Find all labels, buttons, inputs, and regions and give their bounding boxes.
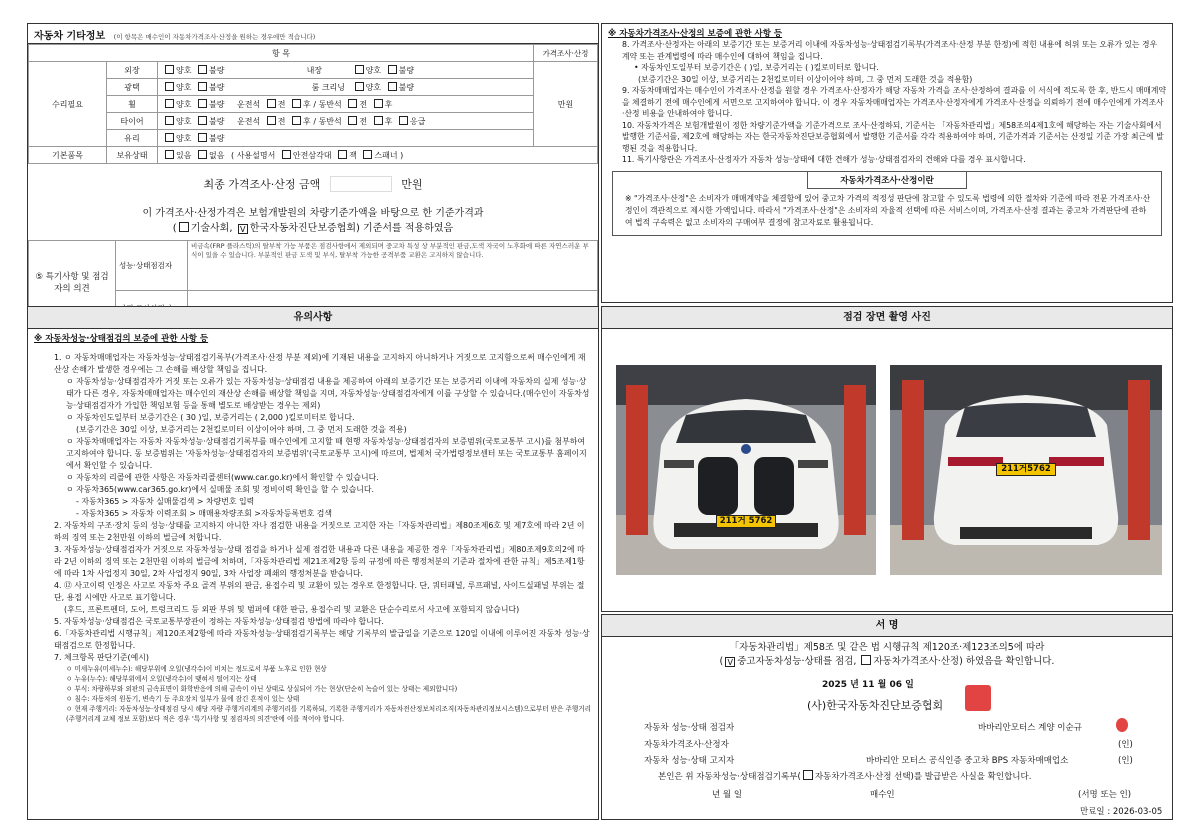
- room-good-checkbox[interactable]: [355, 82, 364, 91]
- tech-label: 기술사회,: [190, 223, 233, 234]
- final-price-row: [28, 176, 598, 192]
- sign-line2: [602, 655, 1172, 669]
- basis-line2: [28, 221, 598, 236]
- para-8: 8. 가격조사·산정자는 아래의 보증기간 또는 보증거리 이내에 자동차성능·상태점검기록부(가격조사·산정 부분 한정)에 적힌 내용에 허위 또는 오류가 있는 경우 계약 또는 관계법령에 따라 매수인에 대하여 책임을 집니다.: [622, 40, 1158, 61]
- opt-label: 양호: [176, 82, 192, 92]
- passenger-label: / 동반석: [313, 99, 342, 109]
- front-car-photo: [616, 365, 876, 575]
- confirm-text: 본인은 위 자동차성능·상태점검기록부(: [658, 772, 801, 782]
- rear-label: 후: [303, 99, 311, 109]
- tire-good-checkbox[interactable]: [165, 116, 174, 125]
- section-note: (이 항목은 매수인이 자동차가격조사·산정을 원하는 경우에만 적습니다): [113, 33, 316, 41]
- criteria-item: ㅇ 미세누유(미세누수): 해당부위에 오일(냉각수)이 비치는 정도로서 부품 노후로 인한 현상: [66, 665, 327, 673]
- tire-pass-front-checkbox[interactable]: [348, 116, 357, 125]
- room-clean-label: 룸 크리닝: [311, 82, 346, 92]
- repair-label: 수리필요: [29, 62, 107, 147]
- exterior-label: 외장: [107, 62, 158, 79]
- opt-label: 양호: [176, 99, 192, 109]
- gloss-label: 광택: [107, 79, 158, 96]
- exterior-row: [158, 62, 534, 79]
- perf-inspector-label: 성능·상태점검자: [116, 241, 188, 291]
- none-checkbox[interactable]: [198, 150, 207, 159]
- notice-header: 유의사항: [28, 307, 598, 329]
- front-label: 전: [359, 99, 368, 109]
- basis-line1: 이 가격조사·산정가격은 보험개발원의 차량기준가액을 바탕으로 한 기준가격과: [142, 208, 484, 219]
- notice-heading: ※ 자동차성능·상태점검의 보증에 관한 사항 등: [34, 334, 209, 344]
- passenger-label: / 동반석: [313, 116, 342, 126]
- notice-list: [34, 352, 592, 724]
- notice-item: ㅇ 자동차매매업자는 자동차 자동차성능·상태점검기록부를 매수인에게 고지할 때 현행 자동차성능·상태점검자의 보증범위(국토교통부 고시)를 첨부하여 고지하여야 합니다. 동 보증범위는 '자동차성능·상태점검자의 보증범위'(국토교통부 고시)에 따르며, 법제처 국가법령정보센터 또는 국토교통부 홈페이지에서 확인할 수 있습니다.: [66, 437, 587, 470]
- kaai-label: 한국자동차진단보증협회) 기준서를 적용하였음: [249, 223, 454, 234]
- opt-label: 양호: [176, 133, 192, 143]
- rear-car-photo: [890, 365, 1162, 575]
- glass-good-checkbox[interactable]: [165, 133, 174, 142]
- gloss-bad-checkbox[interactable]: [198, 82, 207, 91]
- notice-item: 7. 체크항목 판단기준(예시): [54, 653, 149, 662]
- section-title-row: [28, 24, 598, 44]
- emergency-label: 응급: [409, 116, 426, 126]
- opt-label: 있음: [176, 150, 192, 160]
- confirm-text: 자동차가격조사·산정 선택)를 발급받은 사실을 확인합니다.: [814, 772, 1032, 782]
- interior-label: 내장: [306, 65, 323, 75]
- sign-header: 서 명: [602, 615, 1172, 637]
- wheel-driver-front-checkbox[interactable]: [267, 99, 276, 108]
- criteria-item: ㅇ 현재 주행거리: 자동차성능·상태점검 당시 해당 자량 주행거리계의 주행거리를 기록하되, 기록한 주행거리가 자동차전산정보처리조직(자동차관리정보시스템)으로부터 받은 주행거리(주행거리계 교체 정보 포함)보다 적은 경우 '특기사항 및 점검자의 의견'란에 이를 적어야 합니다.: [66, 705, 591, 723]
- notice-item: (후드, 프론트펜더, 도어, 트렁크리드 등 외판 부위 및 범퍼에 대한 판금, 용접수리 및 교환은 단순수리로서 사고에 포함되지 않습니다): [64, 605, 520, 614]
- triangle-checkbox[interactable]: [282, 150, 291, 159]
- sign-line1: 「자동차관리법」제58조 및 같은 법 시행규칙 제120조·제123조의5에 따라: [729, 642, 1045, 653]
- criteria-item: ㅇ 누유(누수): 해당부위에서 오일(냉각수)이 맺혀서 떨어지는 상태: [66, 675, 257, 683]
- opt-label: 불량: [398, 82, 415, 92]
- jack-checkbox[interactable]: [338, 150, 347, 159]
- notice-item: (보증기간은 30일 이상, 보증거리는 2천킬로미터 이상이어야 하며, 그 중 먼저 도래한 것을 적용): [76, 425, 407, 434]
- wheel-good-checkbox[interactable]: [165, 99, 174, 108]
- opt-label: 불량: [209, 133, 225, 143]
- notice-item: ㅇ 자동차인도일부터 보증기간은 ( 30 )일, 보증거리는 ( 2,000 )킬로미터로 합니다.: [66, 413, 355, 422]
- notice-item: ㅇ 자동차의 리콜에 관한 사항은 자동차리콜센터(www.car.go.kr)에서 확인할 수 있습니다.: [66, 473, 379, 482]
- photo-section: [601, 306, 1173, 612]
- notice-item: 6.「자동차관리법 시행규칙」제120조제2항에 따라 자동차성능·상태점검기록부는 해당 기록부의 발급일을 기준으로 120일 이내에 이루어진 자동차 성능·상태점검으로 한정합니다.: [54, 629, 590, 650]
- front-license-plate: 211거 5762: [716, 515, 776, 528]
- front-label: 전: [277, 99, 286, 109]
- tire-driver-rear-checkbox[interactable]: [292, 116, 301, 125]
- notice-item: 1. ㅇ 자동차매매업자는 자동차성능·상태점검기록부(가격조사·산정 부분 제외)에 기재된 내용을 고지하지 아니하거나 거짓으로 고지함으로써 매수인에게 재산상 손해가 발생한 경우에는 그 손해를 배상할 책임을 집니다.: [54, 353, 586, 374]
- opt-label: 양호: [176, 116, 192, 126]
- gloss-good-checkbox[interactable]: [165, 82, 174, 91]
- para-8b: • 자동차인도일부터 보증기간은 ( )일, 보증거리는 ( )킬로미터로 합니다.: [634, 63, 879, 72]
- price-check-label: 자동차가격조사·산정) 하였음을 확인합니다.: [873, 656, 1055, 667]
- holding-label: 보유상태: [107, 147, 158, 164]
- interior-good-checkbox[interactable]: [355, 65, 364, 74]
- inspector-label: 자동차 성능·상태 점검자: [644, 723, 735, 733]
- opt-label: 불량: [209, 82, 225, 92]
- sign-section: [601, 614, 1173, 820]
- opt-label: 불량: [209, 99, 225, 109]
- final-price-unit: 만원: [401, 178, 423, 191]
- para-9: 9. 자동차매매업자는 매수인이 가격조사·산정을 원할 경우 가격조사·산정자가 해당 자동차 가격을 조사·산정하여 결과를 이 서식에 적도록 한 후, 반드시 매매계약을 체결하기 전에 매수인에게 서면으로 고지하여야 합니다. 이 경우 자동차매매업자는 가격조사·산정자에게 가격조사·산정을 의뢰하기 전에 매수인에게 가격조사·산정 비용을 안내하여야 합니다.: [622, 86, 1166, 118]
- confirm-price-checkbox[interactable]: [803, 770, 813, 780]
- front-label: 전: [277, 116, 286, 126]
- buyer-label: 매수인: [870, 790, 895, 800]
- manual-label: ( 사용설명서: [231, 150, 276, 160]
- buyer-sign-field[interactable]: (서명 또는 인): [1078, 790, 1132, 800]
- opt-label: 불량: [209, 116, 225, 126]
- perf-note: 비금속(FRP 플라스틱)의 탈부착 가능 부품은 점검사항에서 제외되며 중고차 특성 상 부분적인 판금,도색 자국이 노후화에 따른 자연스러운 부식이 있을 수 있습니다. 부분적인 판금 도색 및 부식, 탈부착 가능한 공격부품 교환은 고지하지 않습니다.: [188, 241, 598, 291]
- paren: (: [719, 656, 724, 667]
- para-8c: (보증기간은 30일 이상, 보증거리는 2천킬로미터 이상이어야 하며, 그 중 먼저 도래한 것을 적용함): [638, 74, 973, 84]
- jack-label: 잭: [349, 150, 357, 160]
- basis-text: [28, 206, 598, 236]
- org-seal-stamp: [965, 685, 991, 711]
- col-price: 가격조사·산정: [534, 45, 598, 62]
- notice-item: - 자동차365 > 자동차 실매물검색 > 차량번호 입력: [76, 497, 255, 506]
- have-checkbox[interactable]: [165, 150, 174, 159]
- wheel-driver-rear-checkbox[interactable]: [292, 99, 301, 108]
- inspector-seal-stamp: [1116, 718, 1128, 732]
- sign-date: 2025 년 11 월 06 일: [822, 680, 914, 690]
- tire-bad-checkbox[interactable]: [198, 116, 207, 125]
- final-price-label: 최종 가격조사·산정 금액: [203, 178, 321, 191]
- para-10: 10. 자동차가격은 보험개발원이 정한 차량기준가액을 기준가격으로 조사·산정하되, 기준서는 「자동차관리법」제58조의4제1호에 해당하는 자는 기술사회에서 발행한 기준서를, 제2호에 해당하는 자는 한국자동차진단보증협회에서 발행한 기준서를 각각 적용하여야 하며, 기준가격과 기준서는 산정일 기준 가장 최근에 발행된 것을 적용합니다.: [622, 120, 1164, 153]
- other-info-section: [27, 23, 599, 326]
- notice-item: 5. 자동차성능·상태점검은 국토교통부장관이 정하는 자동차성능·상태점검 방법에 따라야 합니다.: [54, 617, 384, 626]
- unit-label: 만원: [534, 62, 598, 147]
- wheel-bad-checkbox[interactable]: [198, 99, 207, 108]
- rear-license-plate: 211거5762: [996, 463, 1056, 476]
- opt-label: 양호: [176, 65, 192, 75]
- inspector-name: 바바리안모터스 계양 이순규: [978, 723, 1082, 733]
- glass-label: 유리: [107, 130, 158, 147]
- section-title: 자동차 기타정보: [34, 31, 106, 42]
- buyer-date: 년 월 일: [712, 790, 743, 800]
- triangle-label: 안전삼각대: [292, 150, 332, 160]
- tire-row: [158, 113, 534, 130]
- tech-checkbox[interactable]: [179, 222, 189, 232]
- para-11: 11. 특기사항란은 가격조사·산정자가 자동차 성능·상태에 대한 견해가 성능·상태점검자의 견해와 다를 경우 표시합니다.: [622, 155, 1026, 164]
- opinion-label: ⑤ 특기사항 및 점검자의 의견: [29, 241, 116, 326]
- notifier-name: 바바리안 모터스 공식인증 중고차 BPS 자동차매매업소: [866, 756, 1069, 766]
- glass-row: [158, 130, 534, 147]
- expiry-date: 만료일 : 2026-03-05: [1080, 807, 1163, 817]
- glass-bad-checkbox[interactable]: [198, 133, 207, 142]
- opt-label: 양호: [365, 82, 382, 92]
- kaai-checkbox[interactable]: V: [238, 224, 248, 234]
- paren: (: [172, 223, 177, 234]
- tire-driver-front-checkbox[interactable]: [267, 116, 276, 125]
- notice-item: 2. 자동차의 구조·장치 등의 성능·상태를 고지하지 아니한 자나 점검한 내용을 거짓으로 고지한 자는「자동차관리법」제80조제6호 및 제7호에 따라 2년 이하의 징역 또는 2천만원 이하의 벌금에 처합니다.: [54, 521, 585, 542]
- spanner-checkbox[interactable]: [363, 150, 372, 159]
- price-info-box: [612, 171, 1162, 236]
- criteria-item: ㅇ 부식: 차량하부와 외판의 금속표면이 화학반응에 의해 금속이 아닌 상태로 상실되어 가는 현상(단순히 녹슬어 있는 상태는 제외합니다): [66, 685, 458, 693]
- spanner-label: 스패너 ): [374, 150, 404, 160]
- perf-check-checkbox[interactable]: V: [725, 657, 735, 667]
- notice-item: 4. ⑫ 사고이력 인정은 사고로 자동차 주요 골격 부위의 판금, 용접수리 및 교환이 있는 경우로 한정합니다. 단, 쿼터패널, 루프패널, 사이드실패널 부위는 절단, 용접 시에만 사고로 표기합니다.: [54, 581, 585, 602]
- rear-label: 후: [384, 99, 393, 109]
- notice-item: - 자동차365 > 자동차 이력조회 > 매매용차량조회 >자동차등록번호 검색: [76, 509, 332, 518]
- front-label: 전: [359, 116, 368, 126]
- driver-label: 운전석: [237, 116, 261, 126]
- price-warranty-section: [601, 23, 1173, 303]
- price-check-checkbox[interactable]: [861, 655, 871, 665]
- repair-table: [28, 44, 598, 164]
- exterior-bad-checkbox[interactable]: [198, 65, 207, 74]
- criteria-item: ㅇ 침수: 자동차의 원동기, 변속기 등 주요장치 일부가 물에 잠긴 흔적이 있는 상태: [66, 695, 300, 703]
- wheel-row: [158, 96, 534, 113]
- holding-row: [158, 147, 598, 164]
- price-info-title: 자동차가격조사·산정이란: [807, 171, 967, 189]
- notice-item: ㅇ 자동차성능·상태점검자가 거짓 또는 오류가 있는 자동차성능·상태점검 내용을 제공하여 아래의 보증기간 또는 보증거리 이내에 자동차의 실제 성능·상태가 다른 경우, 자동차매매업자는 매수인의 재산상 손해를 배상할 책임을 지며, 자동차성능·상태점검자에게 이를 구상할 수 있습니다.(매수인이 자동차성능·상태점검자가 가입한 책임보험 등을 통해 별도로 배상받는 경우는 제외): [66, 377, 590, 410]
- wheel-pass-rear-checkbox[interactable]: [374, 99, 383, 108]
- wheel-label: 휠: [107, 96, 158, 113]
- room-bad-checkbox[interactable]: [388, 82, 397, 91]
- interior-bad-checkbox[interactable]: [388, 65, 397, 74]
- notice-body: [28, 329, 598, 727]
- opt-label: 불량: [209, 65, 225, 75]
- tire-emergency-checkbox[interactable]: [399, 116, 408, 125]
- gloss-row: [158, 79, 534, 96]
- final-price-input[interactable]: [330, 176, 392, 192]
- sign-org: (사)한국자동차진단보증협회: [807, 699, 944, 712]
- rear-label: 후: [384, 116, 393, 126]
- confirm-line: [658, 770, 1031, 782]
- opt-label: 없음: [209, 150, 225, 160]
- tire-label: 타이어: [107, 113, 158, 130]
- sign-statement: [602, 641, 1172, 669]
- wheel-pass-front-checkbox[interactable]: [348, 99, 357, 108]
- notice-item: 3. 자동차성능·상태점검자가 거짓으로 자동차성능·상태 점검을 하거나 실제 점검한 내용과 다른 내용을 제공한 경우「자동차관리법」제80조제9호의2에 따라 2년 이하의 징역 또는 2천만원 이하의 벌금에 처하며,「자동차관리법 제21조제2항 등의 규정에 따른 행정처분의 기준과 절차에 관한 규칙」제5조제1항에 따라 1차 사업정지 30일, 2차 사업정지 90일, 3차 사업장 폐쇄의 행정처분을 받습니다.: [54, 545, 585, 578]
- price-inspector-sign-label: 자동차가격조사·산정자: [644, 740, 729, 750]
- driver-label: 운전석: [237, 99, 261, 109]
- price-inspector-seal: (인): [1118, 740, 1133, 750]
- perf-check-label: 중고자동차성능·상태를 점검,: [737, 656, 857, 667]
- price-warranty-heading: ※ 자동차가격조사·산정의 보증에 관한 사항 등: [608, 29, 783, 39]
- photo-header: 점검 장면 촬영 사진: [602, 307, 1172, 329]
- opt-label: 불량: [398, 65, 415, 75]
- rear-label: 후: [303, 116, 311, 126]
- notifier-label: 자동차 성능·상태 고지자: [644, 756, 735, 766]
- basic-label: 기본품목: [29, 147, 107, 164]
- notifier-seal: (인): [1118, 756, 1133, 766]
- price-info-text: ※ "가격조사·산정"은 소비자가 매매계약을 체결함에 있어 중고차 가격의 적정성 판단에 참고할 수 있도록 법령에 의한 절차와 기준에 따라 전문 가격조사·산정인이 객관적으로 제시한 가액입니다. 따라서 "가격조사·산정"은 소비자의 자율적 선택에 따른 서비스이며, 가격조사·산정 결과는 중고차 가격판단에 관하여 법적 구속력은 없고 소비자의 구매여부 결정에 참고자료로 활용됩니다.: [625, 193, 1151, 227]
- exterior-good-checkbox[interactable]: [165, 65, 174, 74]
- tire-pass-rear-checkbox[interactable]: [374, 116, 383, 125]
- notice-section: [27, 306, 599, 820]
- notice-item: ㅇ 자동차365(www.car365.go.kr)에서 실매물 조회 및 정비이력 확인을 할 수 있습니다.: [66, 485, 375, 494]
- col-item: 항 목: [29, 45, 534, 62]
- opt-label: 양호: [365, 65, 382, 75]
